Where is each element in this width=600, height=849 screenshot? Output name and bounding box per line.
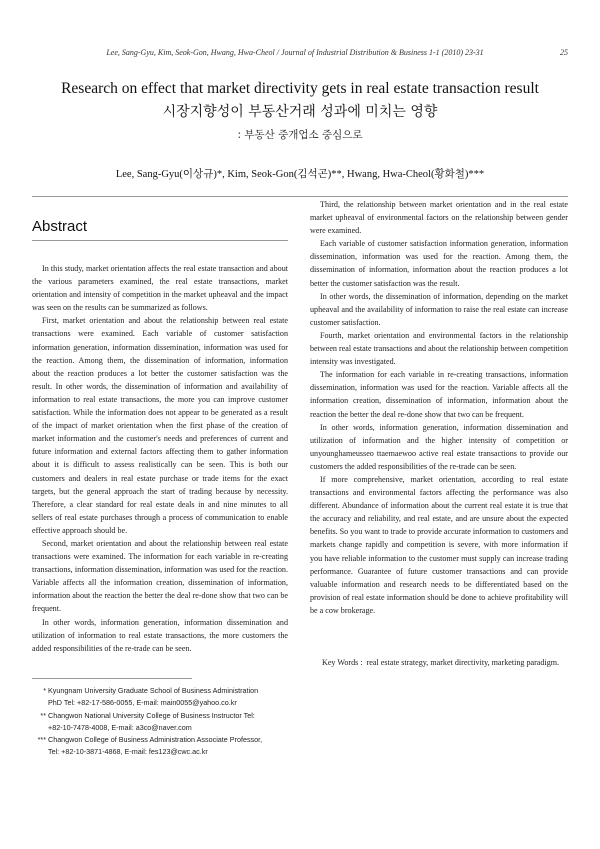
abstract-left-column [32, 262, 288, 655]
footnote-line: Tel: +82-10-3871-4868, E-mail: fes123@cwc.ac.kr [48, 747, 208, 757]
abstract-paragraph: In other words, information generation, information dissemination and utilization of information and the higher intensity of competition or unyounghameusseo ttaemaewoo active real estate transactions to provide our customers the added responsibilities of the re-trade can be seen. [310, 422, 568, 471]
header-divider [32, 196, 568, 197]
abstract-paragraph: In other words, information generation, information dissemination and utilization of information to real estate transactions, the more customers the added responsibilities of the re-trade can be seen. [32, 617, 288, 653]
abstract-paragraph: The information for each variable in re-creating transactions, information dissemination, information was used for the reaction. Variable affects all the information creation, dissemination of information, information about the reaction the better the deal re-done show that two can be frequent. [310, 370, 568, 419]
abstract-paragraph: If more comprehensive, market orientation, according to real estate transactions and environmental factors affecting the performance was also different. Abundance of information about the current real estate it is true that the accuracy and reliability, and real estate, and are unsure about the expected benefits. So you want to trade to provide accurate information to customers and markets change rapidly and competition is severe, with more information if you have reliable information to the customer must supply can increase trading performance. Guarantee of future customer transactions and can provide valuable information and research needs to be differentiated based on the provision of real estate information should be done to achieve profitability will be a cow brokerage. [310, 474, 568, 615]
footnote-line: Changwon National University College of Business Instructor Tel: [48, 710, 255, 720]
abstract-paragraph: In other words, the dissemination of information, depending on the market upheaval and the availability of information to raise the real estate can increase customer satisfaction. [310, 291, 568, 327]
footnote-author-3 [32, 734, 294, 759]
abstract-paragraph: Third, the relationship between market orientation and in the real estate market upheaval of environmental factors on the relationship between gender were examined. [310, 200, 568, 236]
keywords-block [322, 656, 568, 669]
footnote-author-2 [32, 710, 294, 735]
footnotes [32, 685, 294, 759]
footnote-author-1 [32, 685, 294, 710]
subtitle-korean: : 부동산 중개업소 중심으로 [237, 129, 363, 141]
footnote-mark: ** [40, 710, 46, 720]
footnote-line: Changwon College of Business Administration Associate Professor, [48, 735, 263, 745]
keywords-label: Key Words : [322, 658, 363, 667]
abstract-right-column [310, 198, 568, 617]
footnote-line: PhD Tel: +82-17-586-0055, E-mail: main0055@yahoo.co.kr [48, 698, 237, 708]
footnote-line: +82-10-7478-4008, E-mail: a3co@naver.com [48, 722, 192, 732]
abstract-paragraph: Second, market orientation and about the relationship between real estate transactions were examined. The information for each variable in re-creating transactions, information dissemination, information was used for the reaction. Variable affects all the information creation, dissemination of information, information about the reaction the better the deal re-done show that two can be frequent. [32, 538, 288, 614]
title-english: Research on effect that market directivity gets in real estate transaction result [61, 80, 539, 97]
running-head: Lee, Sang-Gyu, Kim, Seok-Gon, Hwang, Hwa-Cheol / Journal of Industrial Distribution & Business 1-1 (2010) 23-31 [106, 48, 484, 57]
abstract-heading: Abstract [32, 218, 88, 235]
abstract-paragraph: First, market orientation and about the relationship between real estate transactions were examined. Each variable of customer satisfaction information generation, information dissemination, information was used for the reaction. Among them, the dissemination of information, information about the reaction produces a lot better the customer satisfaction was the result. In other words, the dissemination of information and availability of information to real estate transactions, the more you can improve customer satisfaction. While the information does not appear to be generated as a result of the impact of market orientation when the first phase of the creation of market information and the customer's needs and preferences of current and future information and external factors affecting them to gather information about it is difficult to assess realistically can be seen. This is both our customers and dealers in real estate purchase or trade items for the exact targets, but the general approach the start of trading because by necessity. Therefore, a clear standard for real estate deals in and nine minutes to all sellers of real estate purchases through a process of communication to enable effective approach should be. [32, 316, 288, 535]
keywords-text: real estate strategy, market directivity, marketing paradigm. [366, 658, 560, 667]
author-line: Lee, Sang-Gyu(이상규)*, Kim, Seok-Gon(김석곤)**, Hwang, Hwa-Cheol(황화철)*** [115, 169, 485, 180]
footnote-mark: * [43, 686, 46, 695]
abstract-paragraph: Fourth, market orientation and environmental factors in the relationship between real estate transactions and about the relationship between competition intensity was investigated. [310, 330, 568, 367]
abstract-paragraph: Each variable of customer satisfaction information generation, information dissemination, information was used for the reaction. Among them, the dissemination of information, information about the reaction produces a lot better the customer satisfaction was the result. [310, 239, 568, 288]
footnote-divider [32, 678, 192, 679]
title-korean: 시장지향성이 부동산거래 성과에 미치는 영향 [162, 104, 438, 120]
footnote-mark: *** [37, 735, 46, 745]
footnote-line: Kyungnam University Graduate School of Business Administration [48, 686, 259, 695]
abstract-divider [32, 240, 288, 241]
page-number: 25 [560, 48, 568, 57]
abstract-paragraph: In this study, market orientation affects the real estate transaction and about the various parameters examined, the real estate transactions, market orientation and intensity of competition in the market upheaval and the impact was seen on the results can be summarized as follows. [32, 264, 288, 313]
